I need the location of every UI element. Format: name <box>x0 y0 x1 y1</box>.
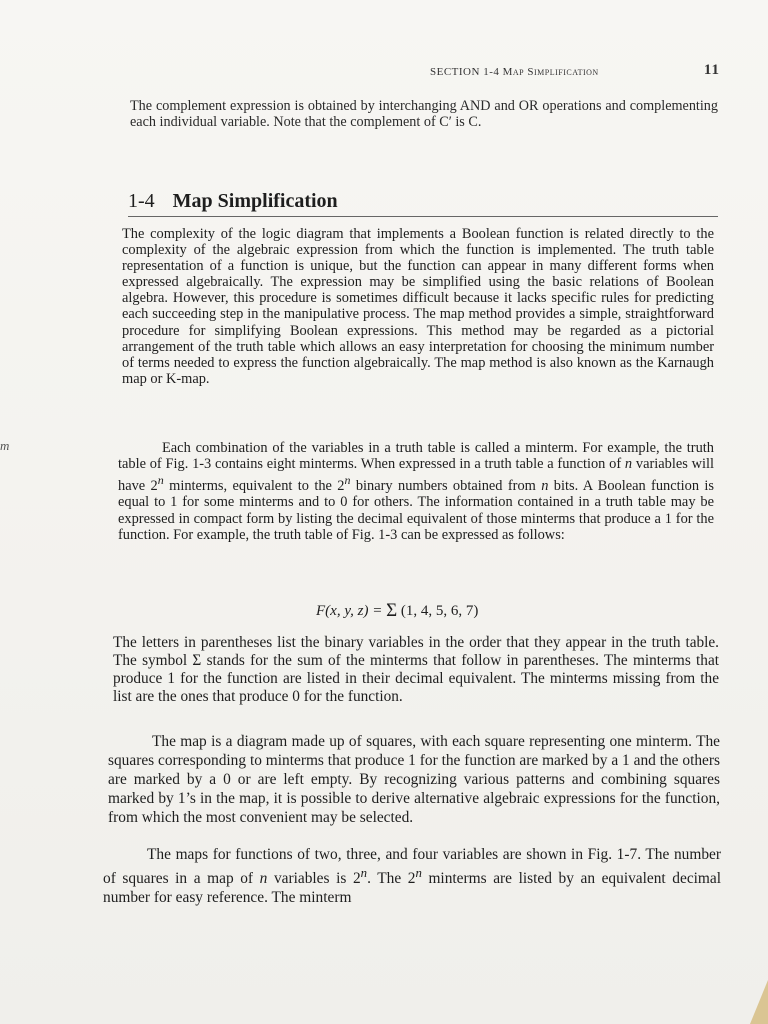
page-corner-shadow <box>742 980 768 1024</box>
var-n: n <box>415 866 422 880</box>
var-n: n <box>344 473 351 488</box>
text-run: bits. A Boolean function is equal to 1 for some minterms and to 0 for others. The information contained in a truth table may be expressed in compact form by listing the decimal equivalent of those minterms that produce a 1 for the function. For example, the truth table of Fig. 1-3 can be expressed as follows: <box>118 478 714 543</box>
section-number: 1-4 <box>128 190 155 212</box>
section-title: Map Simplification <box>172 190 338 212</box>
var-n: n <box>541 478 549 495</box>
top-paragraph: The complement expression is obtained by interchanging AND and OR operations and complementing each individual variable. Note that the complement of C′ is C. <box>130 98 718 130</box>
text-run: minterms are listed by an equivalent decimal number for easy reference. The minterm <box>103 870 722 907</box>
paragraph-minterm <box>118 440 714 543</box>
text-run: binary numbers obtained from <box>350 478 542 495</box>
paragraph-intro: The complexity of the logic diagram that implements a Boolean function is related directly to the complexity of the algebraic expression from which the function is implemented. The truth table representation of a function is unique, but the function can appear in many different forms when expressed algebraically. The expression may be simplified using the basic relations of Boolean algebra. However, this procedure is sometimes difficult because it lacks specific rules for predicting each succeeding step in the manipulative process. The map method provides a simple, straightforward procedure for simplifying Boolean expressions. This method may be regarded as a pictorial arrangement of the truth table which allows an easy interpretation for choosing the minimum number of terms needed to express the function algebraically. The map method is also known as the Karnaugh map or K-map. <box>122 226 714 387</box>
var-n: n <box>157 473 164 488</box>
running-head-section: SECTION 1-4 Map Simplification <box>430 66 599 78</box>
page-number: 11 <box>703 62 720 78</box>
var-n: n <box>360 866 368 880</box>
formula <box>316 600 478 622</box>
text-run: . The 2 <box>367 870 416 888</box>
formula-rhs: (1, 4, 5, 6, 7) <box>397 603 479 619</box>
text-run: variables is 2 <box>267 870 361 888</box>
margin-mark: m <box>0 438 10 453</box>
formula-lhs: F(x, y, z) = <box>316 603 387 619</box>
section-heading <box>128 190 718 217</box>
paragraph-map: The map is a diagram made up of squares, with each square representing one minterm. The squares corresponding to minterms that produce 1 for the function are marked by a 1 and the others are marked by a 0 or are left empty. By recognizing various patterns and combining squares marked by 1’s in the map, it is possible to derive alternative algebraic expressions for the function, from which the most convenient may be selected. <box>108 733 720 826</box>
text-run: minterms, equivalent to the 2 <box>163 478 345 495</box>
text-run: variables will have 2 <box>118 456 714 495</box>
running-head <box>430 62 720 78</box>
paragraph-maps-figure <box>103 845 721 907</box>
paragraph-letters: The letters in parentheses list the binary variables in the order that they appear in the truth table. The symbol Σ stands for the sum of the minterms that follow in parentheses. The minterms that produce 1 for the function are listed in their decimal equivalent. The minterms missing from the list are the ones that produce 0 for the function. <box>113 634 719 705</box>
text-run: The maps for functions of two, three, and four variables are shown in Fig. 1-7. The number of squares in a map of <box>103 846 721 888</box>
var-n: n <box>259 870 268 888</box>
var-n: n <box>624 456 633 473</box>
sigma-symbol: Σ <box>386 600 398 621</box>
text-run: Each combination of the variables in a truth table is called a minterm. For example, the truth table of Fig. 1-3 contains eight minterms. When expressed in a truth table a function of <box>118 440 714 473</box>
